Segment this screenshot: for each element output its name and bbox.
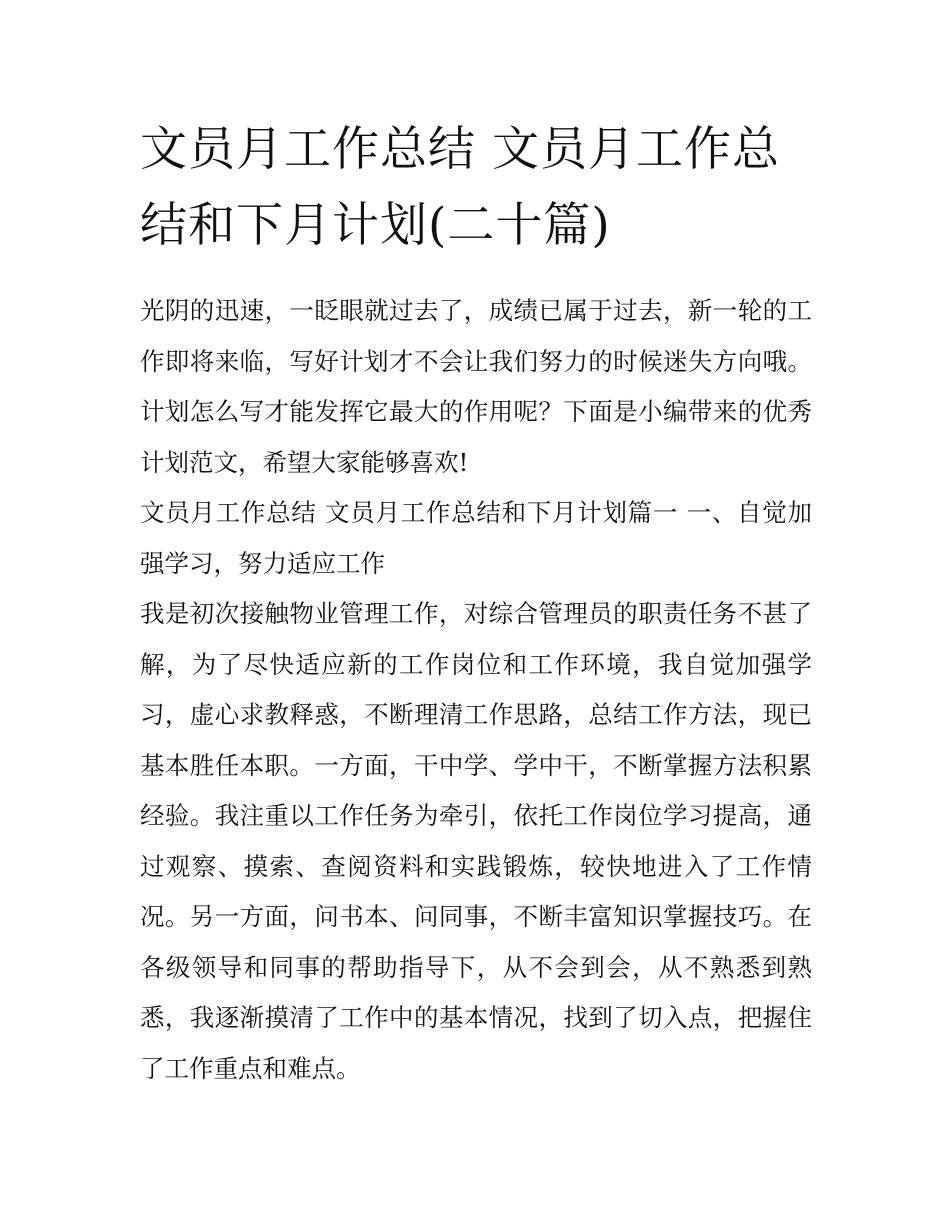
document-title: 文员月工作总结 文员月工作总结和下月计划(二十篇) bbox=[140, 122, 780, 253]
intro-paragraph: 光阴的迅速，一眨眼就过去了，成绩已属于过去，新一轮的工作即将来临，写好计划才不会让我们努力的时候迷失方向哦。计划怎么写才能发挥它最大的作用呢？下面是小编带来的优秀计划范文，希望大家能够喜欢! bbox=[140, 296, 812, 477]
document-page bbox=[140, 112, 812, 1094]
body-paragraph: 我是初次接触物业管理工作，对综合管理员的职责任务不甚了解，为了尽快适应新的工作岗位和工作环境，我自觉加强学习，虚心求教释惑，不断理清工作思路，总结工作方法，现已基本胜任本职。一方面，干中学、学中干，不断掌握方法积累经验。我注重以工作任务为牵引，依托工作岗位学习提高，通过观察、摸索、查阅资料和实践锻炼，较快地进入了工作情况。另一方面，问书本、问同事，不断丰富知识掌握技巧。在各级领导和同事的帮助指导下，从不会到会，从不熟悉到熟悉，我逐渐摸清了工作中的基本情况，找到了切入点，把握住了工作重点和难点。 bbox=[140, 599, 812, 1083]
section-heading-paragraph: 文员月工作总结 文员月工作总结和下月计划篇一 一、自觉加强学习，努力适应工作 bbox=[140, 498, 812, 578]
